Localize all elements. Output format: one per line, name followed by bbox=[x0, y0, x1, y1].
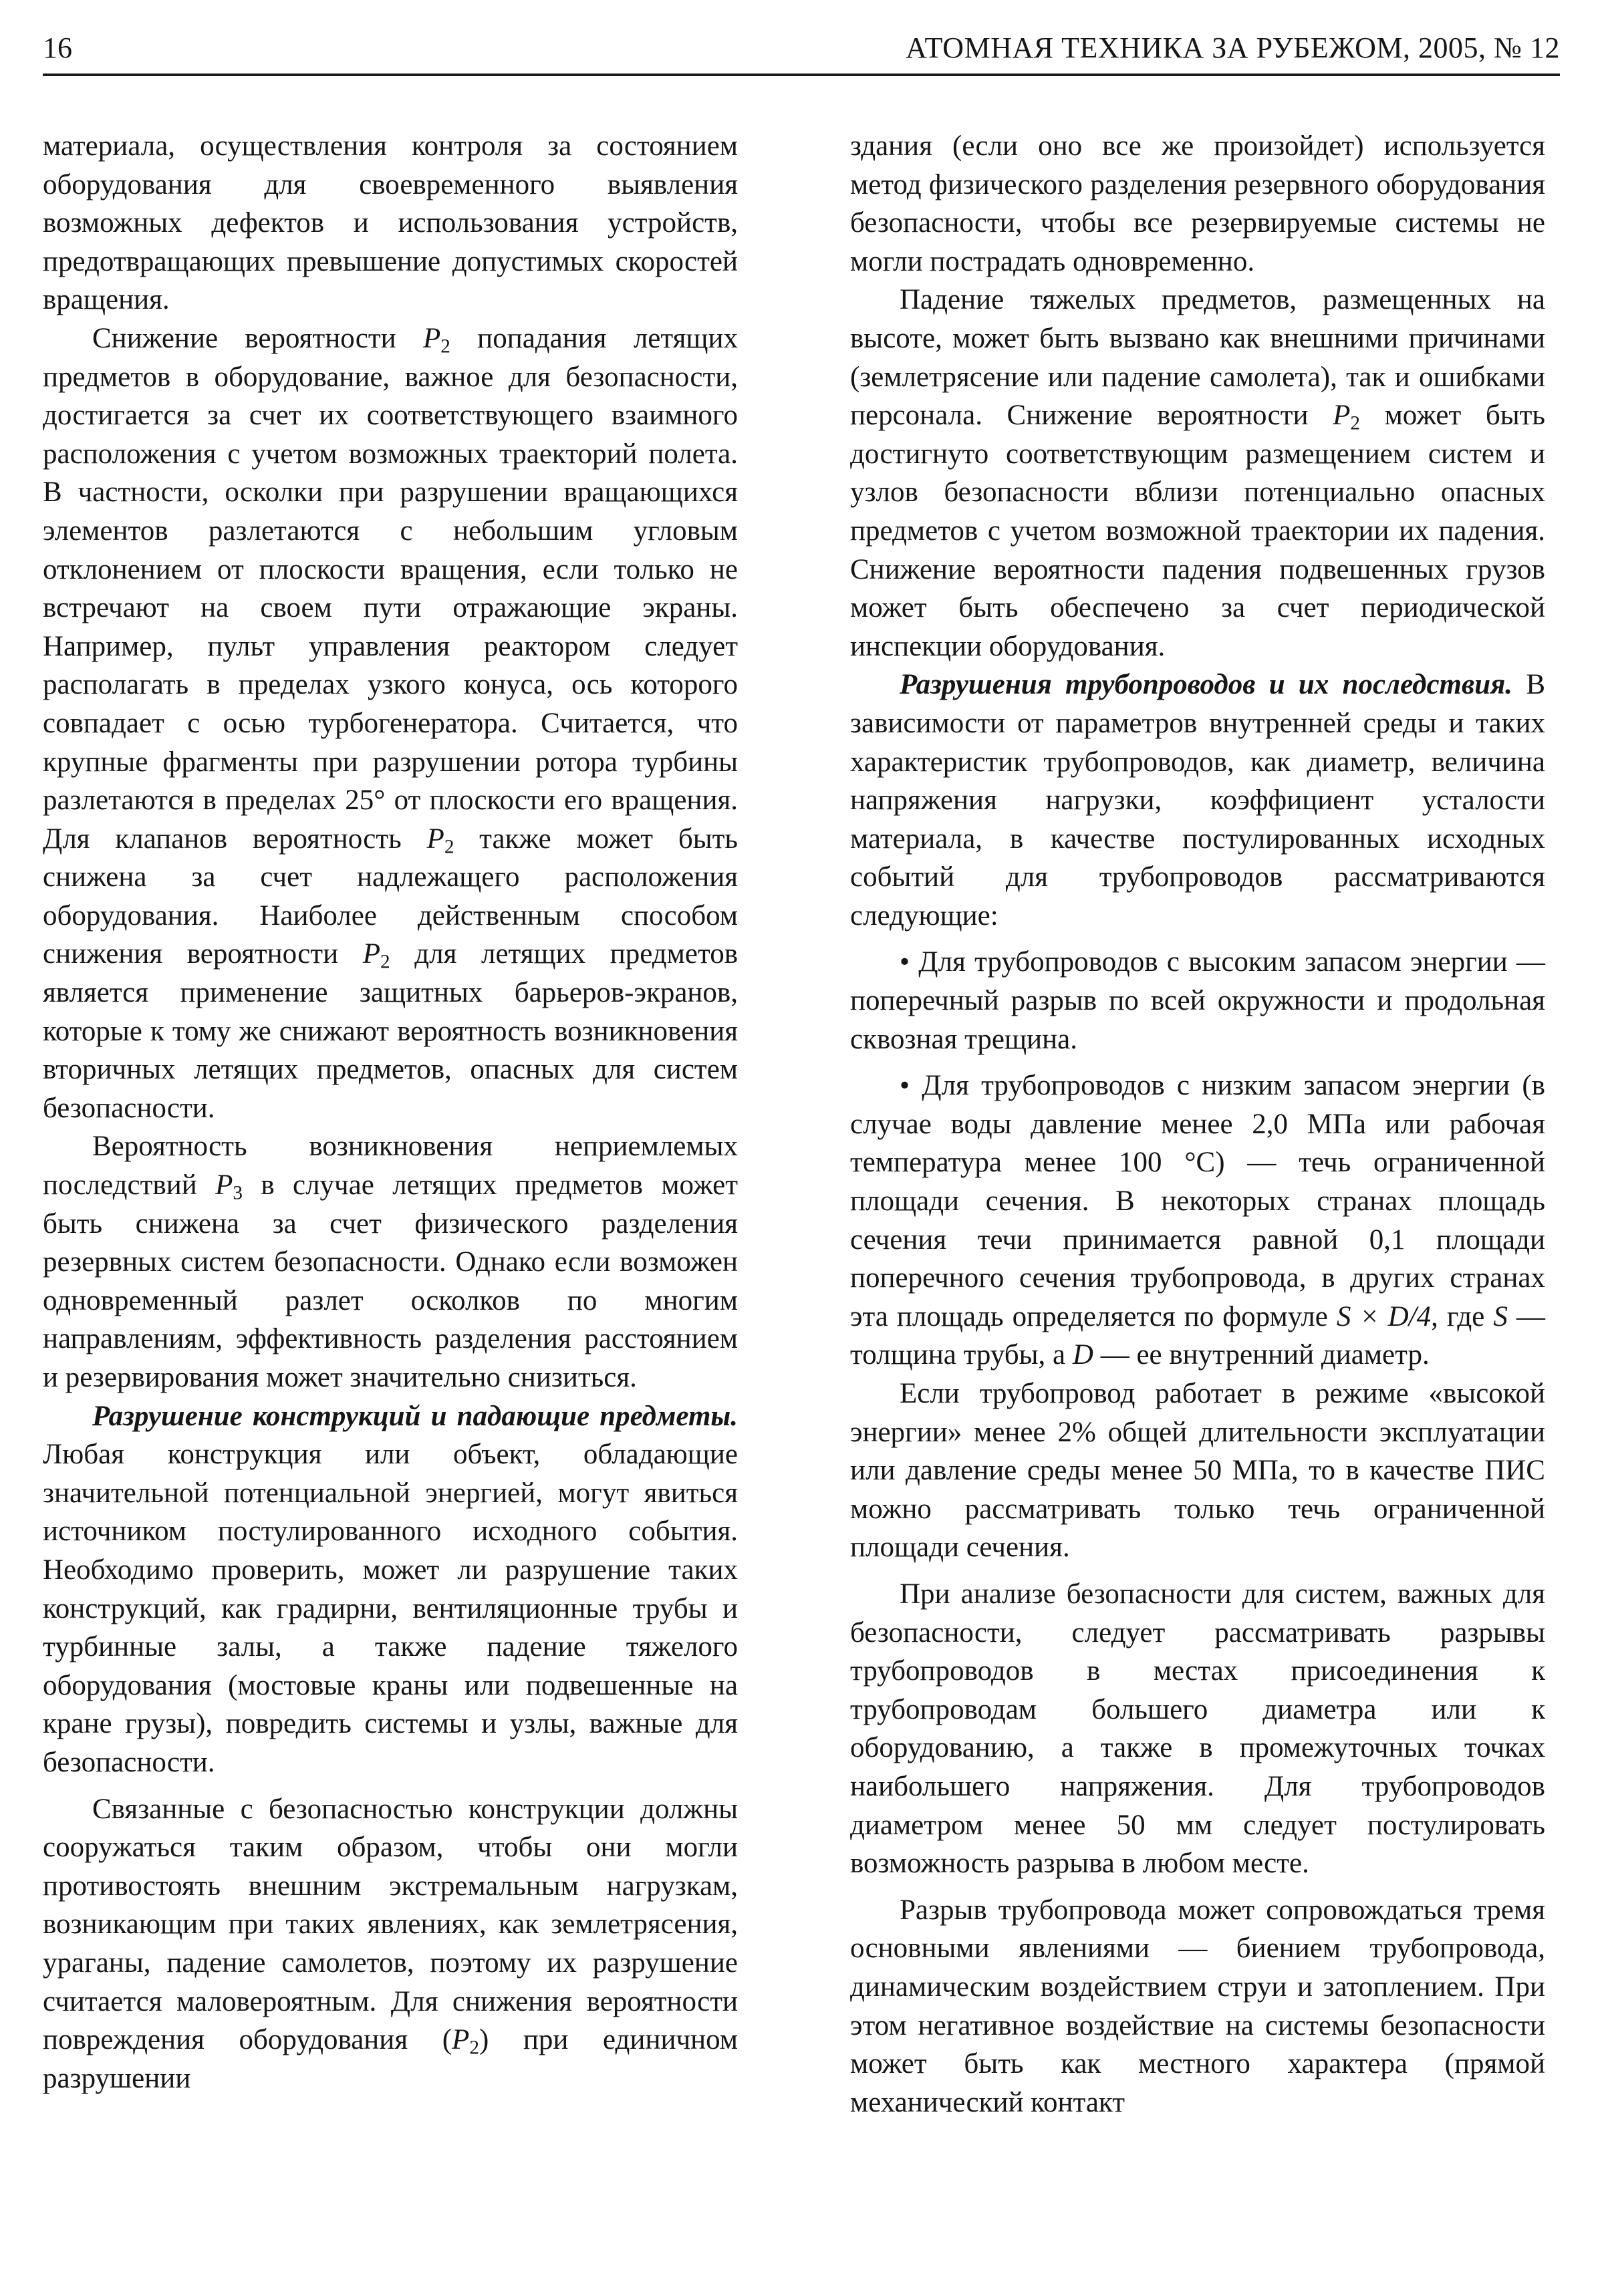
paragraph bbox=[850, 666, 1545, 935]
text-run: В зависимости от параметров внутренней среды и таких характеристик трубопроводов, как диаметр, величина напряжения нагрузки, коэффициент усталости материала, в качестве постулированных исходных событий для трубопроводов рассматриваются следующие: bbox=[850, 669, 1545, 931]
page-header bbox=[43, 27, 1560, 75]
paragraph bbox=[43, 1397, 738, 1782]
section-heading: Разрушения трубопроводов и их последствия. bbox=[900, 669, 1513, 701]
math-variable: P bbox=[1333, 400, 1351, 432]
section-heading: Разрушение конструкций и падающие предметы. bbox=[92, 1400, 738, 1432]
text-run: Любая конструкция или объект, обладающие значительной потенциальной энергией, могут явиться источником постулированного исходного события. Необходимо проверить, может ли разрушение таких конструкций, как градирни, вентиляционные трубы и турбинные залы, а также падение тяжелого оборудования (мостовые краны или подвешенные на кране грузы), повредить системы и узлы, важные для безопасности. bbox=[43, 1439, 738, 1778]
paragraph bbox=[43, 1127, 738, 1397]
math-subscript: 3 bbox=[233, 1182, 243, 1204]
text-run: может быть достигнуто соответствующим размещением систем и узлов безопасности вблизи потенциально опасных предметов с учетом возможной траектории их падения. Снижение вероятности падения подвешенных грузов может быть обеспечено за счет периодической инспекции оборудования. bbox=[850, 400, 1545, 662]
bullet-item: • Для трубопроводов с высоким запасом энергии — поперечный разрыв по всей окружности и продольная сквозная трещина. bbox=[850, 946, 1545, 1055]
paragraph: здания (если оно все же произойдет) используется метод физического разделения резервного оборудования безопасности, чтобы все резервируемые системы не могли пострадать одновременно. bbox=[850, 130, 1545, 277]
math-variable: P bbox=[426, 823, 444, 855]
formula: S × D/4 bbox=[1336, 1300, 1432, 1332]
paragraph bbox=[850, 281, 1545, 666]
paragraph: материала, осуществления контроля за состоянием оборудования для своевременного выявления возможных дефектов и использования устройств, предотвращающих превышение допустимых скоростей вращения. bbox=[43, 130, 738, 316]
math-variable: D bbox=[1072, 1339, 1093, 1371]
paragraph: Если трубопровод работает в режиме «высокой энергии» менее 2% общей длительности эксплуатации или давление среды менее 50 МПа, то в качестве ПИС можно рассматривать только течь ограниченной площади сечения. bbox=[850, 1378, 1545, 1564]
paragraph bbox=[43, 1790, 738, 2098]
paragraph bbox=[43, 319, 738, 1127]
math-variable: P bbox=[362, 938, 381, 970]
math-subscript: 2 bbox=[440, 335, 450, 357]
text-run: в случае летящих предметов может быть снижена за счет физического разделения резервных систем безопасности. Однако если возможен одновременный разлет осколков по многим направлениям, эффективность разделения расстоянием и резервирования может значительно снизиться. bbox=[43, 1169, 738, 1393]
text-run: Снижение вероятности bbox=[92, 322, 423, 354]
right-column bbox=[850, 127, 1545, 2122]
text-run: ) при единичном разрушении bbox=[43, 2024, 738, 2094]
text-run: — ее внутренний диаметр. bbox=[1093, 1339, 1430, 1371]
page-number: 16 bbox=[43, 31, 72, 64]
math-subscript: 2 bbox=[444, 835, 454, 857]
text-run: , где bbox=[1431, 1300, 1494, 1332]
math-variable: P bbox=[452, 2024, 470, 2056]
header-rule bbox=[43, 74, 1560, 76]
math-variable: P bbox=[422, 322, 441, 354]
math-subscript: 2 bbox=[469, 2037, 479, 2059]
bullet-item bbox=[850, 1066, 1545, 1375]
math-subscript: 2 bbox=[380, 951, 390, 973]
left-column bbox=[43, 127, 738, 2098]
text-run: Вероятность возникновения неприемлемых последствий bbox=[43, 1131, 738, 1201]
journal-title: АТОМНАЯ ТЕХНИКА ЗА РУБЕЖОМ, 2005, № 12 bbox=[906, 31, 1560, 64]
text-run: попадания летящих предметов в оборудование, важное для безопасности, достигается за счет их соответствующего взаимного расположения с учетом возможных траекторий полета. В частности, осколки при разрушении вращающихся элементов разлетаются с небольшим угловым отклонением от плоскости вращения, если только не встречают на своем пути отражающие экраны. Например, пульт управления реактором следует располагать в пределах узкого конуса, ось которого совпадает с осью турбогенератора. Считается, что крупные фрагменты при разрушении ротора турбины разлетаются в пределах 25° от плоскости его вращения. Для клапанов вероятность bbox=[43, 322, 739, 855]
math-subscript: 2 bbox=[1350, 412, 1360, 434]
text-run: — толщина трубы, а bbox=[850, 1300, 1545, 1371]
text-run: • Для трубопроводов с низким запасом энергии (в случае воды давление менее 2,0 МПа или рабочая температура менее 100 °C) — течь ограниченной площади сечения. В некоторых странах площадь сечения течи принимается равной 0,1 площади поперечного сечения трубопровода, в других странах эта площадь определяется по формуле bbox=[850, 1070, 1545, 1332]
math-variable: P bbox=[215, 1169, 233, 1201]
paragraph: При анализе безопасности для систем, важных для безопасности, следует рассматривать разрывы трубопроводов в местах присоединения к трубопроводам большего диаметра или к оборудованию, а также в промежуточных точках наибольшего напряжения. Для трубопроводов диаметром менее 50 мм следует постулировать возможность разрыва в любом месте. bbox=[850, 1578, 1545, 1880]
text-run: также может быть снижена за счет надлежащего расположения оборудования. Наиболее действенным способом снижения вероятности bbox=[43, 823, 738, 970]
text-run: Падение тяжелых предметов, размещенных на высоте, может быть вызвано как внешними причинами (землетрясение или падение самолета), так и ошибками персонала. Снижение вероятности bbox=[850, 284, 1545, 432]
text-run: для летящих предметов является применение защитных барьеров-экранов, которые к тому же снижают вероятность возникновения вторичных летящих предметов, опасных для систем безопасности. bbox=[43, 938, 739, 1124]
paragraph: Разрыв трубопровода может сопровождаться тремя основными явлениями — биением трубопровода, динамическим воздействием струи и затоплением. При этом негативное воздействие на системы безопасности может быть как местного характера (прямой механический контакт bbox=[850, 1894, 1545, 2118]
text-run: Связанные с безопасностью конструкции должны сооружаться таким образом, чтобы они могли противостоять внешним экстремальным нагрузкам, возникающим при таких явлениях, как землетрясения, ураганы, падение самолетов, поэтому их разрушение считается маловероятным. Для снижения вероятности повреждения оборудования ( bbox=[43, 1793, 738, 2056]
math-variable: S bbox=[1493, 1300, 1508, 1332]
